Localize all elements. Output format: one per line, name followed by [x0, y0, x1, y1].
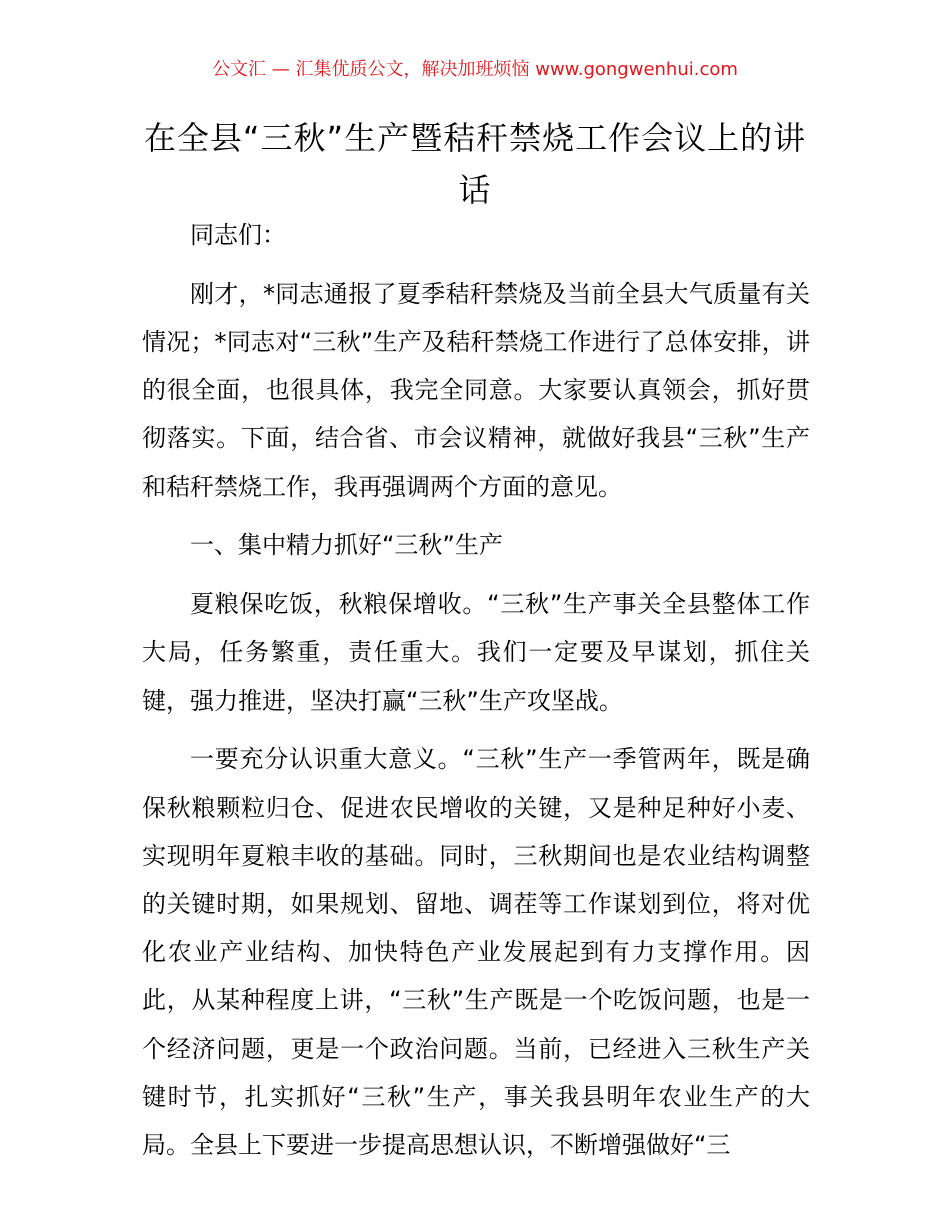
intro-paragraph: 刚才，*同志通报了夏季秸秆禁烧及当前全县大气质量有关情况；*同志对“三秋”生产及秸秆禁烧工作进行了总体安排，讲的很全面，也很具体，我完全同意。大家要认真领会，抓好贯彻落实。下面，结合省、市会议精神，就做好我县“三秋”生产和秸秆禁烧工作，我再强调两个方面的意见。	[142, 279, 810, 501]
document-body	[142, 211, 810, 1180]
body-paragraph: 一要充分认识重大意义。“三秋”生产一季管两年，既是确保秋粮颗粒归仓、促进农民增收的关键，又是种足种好小麦、实现明年夏粮丰收的基础。同时，三秋期间也是农业结构调整的关键时期，如果规划、留地、调茬等工作谋划到位，将对优化农业产业结构、加快特色产业发展起到有力支撑作用。因此，从某种程度上讲，“三秋”生产既是一个吃饭问题，也是一个经济问题，更是一个政治问题。当前，已经进入三秋生产关键时节，扎实抓好“三秋”生产，事关我县明年农业生产的大局。全县上下要进一步提高思想认识，不断增强做好“三	[142, 745, 810, 1160]
site-banner: 公文汇 — 汇集优质公文，解决加班烦恼 www.gongwenhui.com	[212, 59, 738, 80]
section-heading: 一、集中精力抓好“三秋”生产	[190, 531, 503, 560]
body-paragraph: 夏粮保吃饭，秋粮保增收。“三秋”生产事关全县整体工作大局，任务繁重，责任重大。我们一定要及早谋划，抓住关键，强力推进，坚决打赢“三秋”生产攻坚战。	[142, 590, 810, 715]
salutation-paragraph: 同志们：	[190, 221, 286, 249]
document-title: 在全县“三秋”生产暨秸秆禁烧工作会议上的讲话	[143, 119, 807, 209]
